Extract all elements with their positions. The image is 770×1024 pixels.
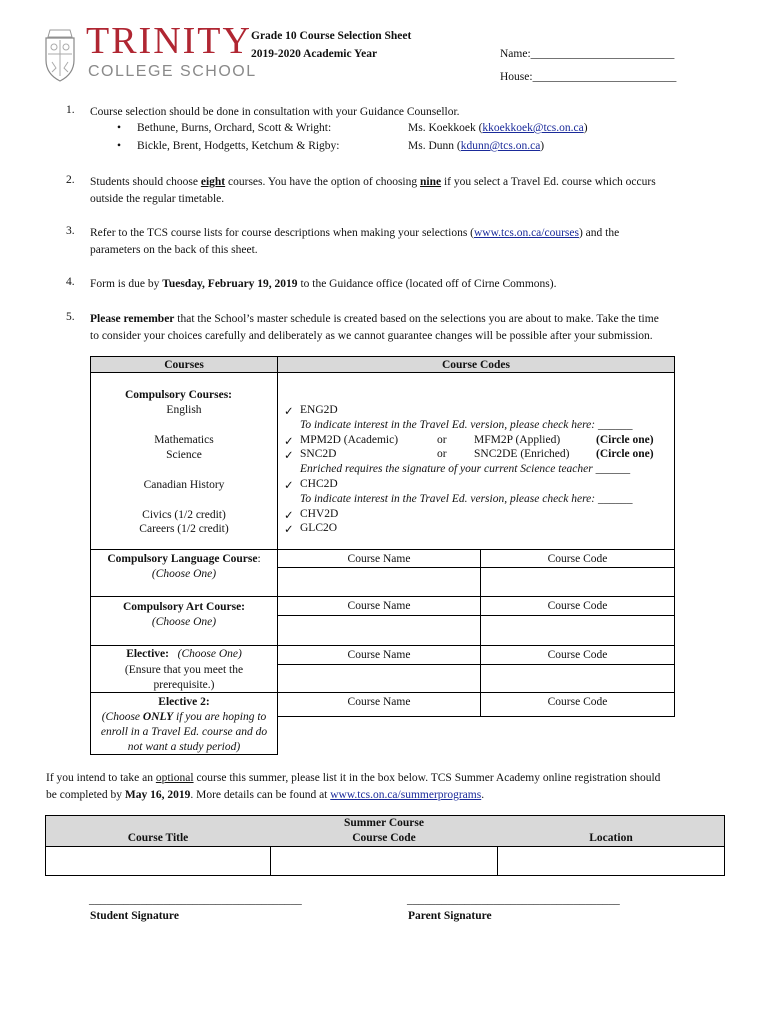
summer-programs-link[interactable]: www.tcs.on.ca/summerprograms	[330, 789, 482, 801]
student-signature-line[interactable]: _____________________________________	[89, 894, 302, 906]
code-eng: ENG2D	[300, 404, 338, 416]
course-name-label: Course Name	[347, 696, 411, 708]
language-choose-one: (Choose One)	[151, 568, 217, 580]
circle-one-note: (Circle one)	[596, 448, 654, 460]
language-title: Compulsory Language Course:	[107, 553, 261, 565]
elective-course-name-input[interactable]	[277, 664, 481, 693]
course-code-label: Course Code	[480, 549, 675, 568]
language-course-code-input[interactable]	[480, 567, 675, 597]
item-number: 4.	[66, 276, 75, 288]
summer-location-input[interactable]	[497, 846, 725, 876]
code-mpm[interactable]: MPM2D (Academic)	[300, 434, 399, 446]
name-field[interactable]: Name:_________________________	[500, 48, 675, 60]
or-text: or	[437, 434, 447, 446]
brand-name: TRINITY	[86, 20, 252, 62]
summer-instructions: If you intend to take an optional course this summer, please list it in the box below. TCS Summer Academy online registration should be completed by May 16, 2019. More details can be found at www.tcs.on.ca/summerprograms.	[46, 772, 661, 801]
subject-history: Canadian History	[143, 479, 225, 491]
code-snc[interactable]: SNC2D	[300, 448, 337, 460]
instruction-5: Please remember that the School’s master schedule is created based on the selections you are about to make. Take the time to consider your choices carefully and deliberately as we cannot guarantee changes will be possible after your submission.	[90, 313, 659, 342]
enriched-note[interactable]: Enriched requires the signature of your current Science teacher ______	[300, 463, 631, 475]
code-glc: GLC2O	[300, 522, 338, 534]
school-crest-icon	[42, 26, 78, 84]
travel-interest-1[interactable]: To indicate interest in the Travel Ed. version, please check here: ______	[300, 419, 633, 431]
summer-course-code-header: Course Code	[352, 832, 416, 844]
instruction-2: Students should choose eight courses. You have the option of choosing nine if you select a Travel Ed. course which occurs outside the regular timetable.	[90, 176, 656, 205]
travel-interest-2[interactable]: To indicate interest in the Travel Ed. version, please check here: ______	[300, 493, 633, 505]
parent-signature-line[interactable]: _____________________________________	[407, 894, 620, 906]
item-number: 2.	[66, 174, 75, 186]
item-number: 5.	[66, 311, 75, 323]
instruction-3: Refer to the TCS course lists for course descriptions when making your selections (www.tcs.on.ca/courses) and the parameters on the back of this sheet.	[90, 227, 620, 256]
summer-course-code-input[interactable]	[270, 846, 498, 876]
instruction-4: Form is due by Tuesday, February 19, 2019 to the Guidance office (located off of Cirne Commons).	[90, 278, 557, 290]
subject-science: Science	[166, 449, 202, 461]
summer-course-title-input[interactable]	[45, 846, 271, 876]
art-title: Compulsory Art Course:	[122, 601, 246, 613]
counsellor-2: Ms. Dunn (kdunn@tcs.on.ca)	[408, 140, 545, 152]
check-icon: ✓	[284, 406, 294, 418]
subject-math: Mathematics	[154, 434, 214, 446]
student-signature-label: Student Signature	[90, 910, 179, 922]
check-icon: ✓	[284, 510, 294, 522]
house-field[interactable]: House:_________________________	[500, 71, 677, 83]
art-choose-one: (Choose One)	[151, 616, 217, 628]
counsellor-email-link-1[interactable]: kkoekkoek@tcs.on.ca	[482, 122, 584, 134]
code-chc: CHC2D	[300, 478, 338, 490]
subject-careers: Careers (1/2 credit)	[139, 523, 229, 535]
elective2-note: (Choose ONLY if you are hoping to enroll in a Travel Ed. course and do not want a study period)	[100, 711, 268, 753]
course-code-label: Course Code	[547, 696, 608, 708]
or-text: or	[437, 448, 447, 460]
language-course-name-input[interactable]	[277, 567, 481, 597]
bullet: •	[117, 122, 122, 134]
check-icon: ✓	[284, 450, 294, 462]
item-number: 1.	[66, 104, 75, 116]
elective-note: (Ensure that you meet the prerequisite.)	[124, 664, 244, 691]
counsellor-houses-2: Bickle, Brent, Hodgetts, Ketchum & Rigby:	[137, 140, 340, 152]
course-codes-header: Course Codes	[277, 356, 675, 373]
course-code-label: Course Code	[480, 596, 675, 616]
counsellor-1: Ms. Koekkoek (kkoekkoek@tcs.on.ca)	[408, 122, 588, 134]
elective2-title: Elective 2:	[158, 696, 210, 708]
elective-course-code-input[interactable]	[480, 664, 675, 693]
summer-course-title-header: Course Title	[127, 832, 189, 844]
subject-english: English	[166, 404, 202, 416]
code-sncde[interactable]: SNC2DE (Enriched)	[474, 448, 570, 460]
counsellor-houses-1: Bethune, Burns, Orchard, Scott & Wright:	[137, 122, 332, 134]
instruction-1: Course selection should be done in consultation with your Guidance Counsellor.	[90, 106, 460, 118]
courses-header: Courses	[90, 356, 278, 373]
check-icon: ✓	[284, 524, 294, 536]
compulsory-title: Compulsory Courses:	[125, 389, 233, 401]
academic-year: 2019-2020 Academic Year	[251, 48, 378, 60]
code-mfm[interactable]: MFM2P (Applied)	[474, 434, 561, 446]
check-icon: ✓	[284, 480, 294, 492]
parent-signature-label: Parent Signature	[408, 910, 492, 922]
course-name-label: Course Name	[277, 645, 481, 665]
item-number: 3.	[66, 225, 75, 237]
subject-civics: Civics (1/2 credit)	[142, 509, 226, 521]
summer-location-header: Location	[589, 832, 633, 844]
courses-link[interactable]: www.tcs.on.ca/courses	[474, 227, 579, 239]
counsellor-email-link-2[interactable]: kdunn@tcs.on.ca	[460, 140, 541, 152]
brand-subtitle: COLLEGE SCHOOL	[88, 63, 257, 80]
course-code-label: Course Code	[480, 645, 675, 665]
art-course-name-input[interactable]	[277, 615, 481, 646]
summer-course-header: Summer Course	[344, 817, 424, 829]
circle-one-note: (Circle one)	[596, 434, 654, 446]
sheet-title: Grade 10 Course Selection Sheet	[251, 30, 412, 42]
course-name-label: Course Name	[277, 549, 481, 568]
course-name-label: Course Name	[277, 596, 481, 616]
elective-title: Elective: (Choose One)	[126, 648, 242, 660]
check-icon: ✓	[284, 436, 294, 448]
code-chv: CHV2D	[300, 508, 339, 520]
art-course-code-input[interactable]	[480, 615, 675, 646]
bullet: •	[117, 140, 122, 152]
